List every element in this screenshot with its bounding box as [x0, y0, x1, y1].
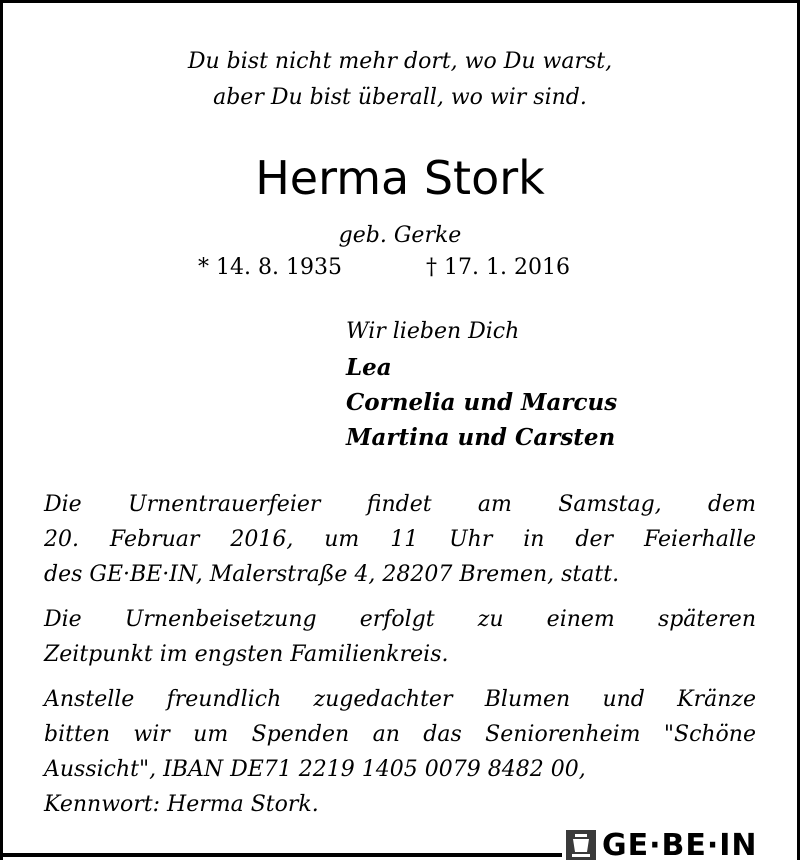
paragraph-line: Zeitpunkt im engsten Familienkreis. [44, 642, 449, 667]
mourner-name: Lea [346, 354, 392, 381]
paragraph-line: Kennwort: Herma Stork. [44, 792, 319, 817]
mourners-lead: Wir lieben Dich [346, 319, 520, 344]
bottom-rule [0, 853, 562, 857]
burial-paragraph [44, 602, 756, 672]
donations-paragraph [44, 682, 756, 822]
mourner-name: Martina und Carsten [346, 424, 616, 451]
paragraph-line: des GE·BE·IN, Malerstraße 4, 28207 Bremen, statt. [44, 562, 620, 587]
maiden-name: geb. Gerke [338, 223, 462, 248]
mourner-name: Cornelia und Marcus [346, 389, 618, 416]
paragraph-line: Aussicht", IBAN DE71 2219 1405 0079 8482 00, [44, 757, 586, 782]
ceremony-paragraph [44, 487, 756, 592]
logo-text: GE·BE·IN [602, 827, 758, 863]
paragraph-line: bitten wir um Spenden an das Seniorenheim "Schöne [44, 722, 756, 747]
life-dates [0, 255, 800, 289]
birth-date: * 14. 8. 1935 [198, 255, 342, 280]
motto [0, 44, 800, 116]
motto-line-2: aber Du bist überall, wo wir sind. [213, 85, 587, 110]
urn-logo-icon [566, 830, 596, 860]
paragraph-line: Die Urnenbeisetzung erfolgt zu einem späteren [44, 607, 756, 632]
mourners-block [346, 314, 617, 455]
paragraph-line: Die Urnentrauerfeier findet am Samstag, dem [44, 492, 756, 517]
gebein-logo [566, 827, 794, 863]
deceased-name: Herma Stork [255, 151, 545, 205]
motto-line-1: Du bist nicht mehr dort, wo Du warst, [187, 49, 613, 74]
paragraph-line: Anstelle freundlich zugedachter Blumen und Kränze [44, 687, 756, 712]
death-date: † 17. 1. 2016 [426, 255, 570, 280]
paragraph-line: 20. Februar 2016, um 11 Uhr in der Feierhalle [44, 527, 756, 552]
